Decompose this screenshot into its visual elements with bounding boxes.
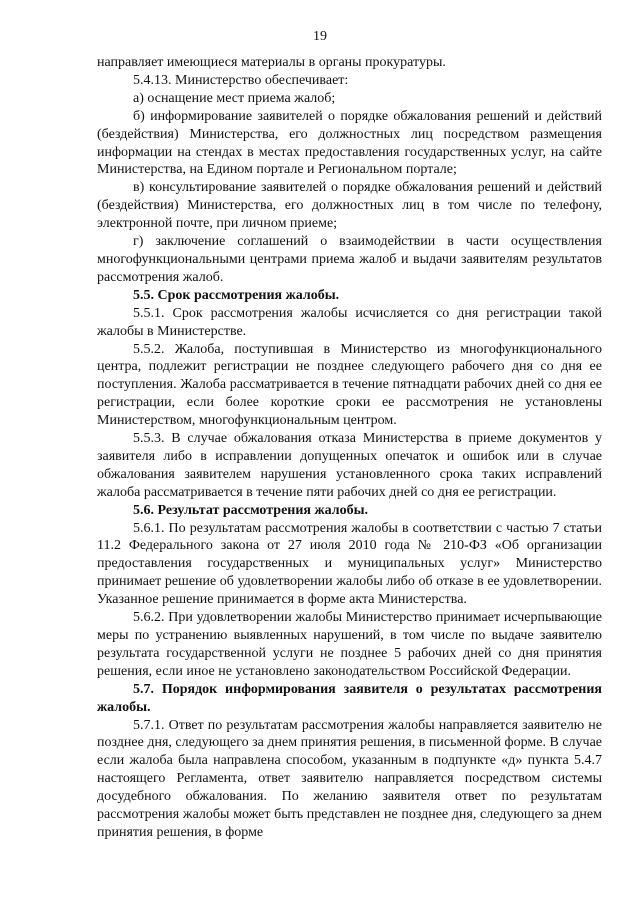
document-body — [97, 54, 602, 842]
paragraph-continuation: направляет имеющиеся материалы в органы прокуратуры. — [97, 55, 446, 70]
paragraph-5-5-3: 5.5.3. В случае обжалования отказа Министерства в приеме документов у заявителя либо в исправлении допущенных опечаток и ошибок или в случае обжалования заявителем нарушения установленного срока таких исправлений жалоба рассматривается в течение пяти рабочих дней со дня ее регистрации. — [97, 431, 602, 500]
paragraph-5-7-1: 5.7.1. Ответ по результатам рассмотрения жалобы направляется заявителю не позднее дня, следующего за днем принятия решения, в письменной форме. В случае если жалоба была направлена способом, указанным в подпункте «д» пункта 5.4.7 настоящего Регламента, ответ заявителю направляется посредством системы досудебного обжалования. По желанию заявителя ответ по результатам рассмотрения жалобы может быть представлен не позднее дня, следующего за днем принятия решения, в форме — [97, 717, 602, 840]
section-heading-5-7: 5.7. Порядок информирования заявителя о результатах рассмотрения жалобы. — [97, 681, 602, 715]
paragraph-5-6-1: 5.6.1. По результатам рассмотрения жалобы в соответствии с частью 7 статьи 11.2 Федерального закона от 27 июля 2010 года № 210-ФЗ «Об организации предоставления государственных и муниципальных услуг» Министерство принимает решение об удовлетворении жалобы либо об отказе в ее удовлетворении. Указанное решение принимается в форме акта Министерства. — [97, 520, 602, 608]
list-item-v: в) консультирование заявителей о порядке обжалования решений и действий (бездействия) Министерства, его должностных лиц в том числе по телефону, электронной почте, при личном приеме; — [97, 180, 602, 232]
paragraph-5-4-13: 5.4.13. Министерство обеспечивает: — [133, 72, 349, 88]
paragraph-5-5-1: 5.5.1. Срок рассмотрения жалобы исчисляется со дня регистрации такой жалобы в Министерстве. — [97, 305, 602, 339]
section-heading-5-5: 5.5. Срок рассмотрения жалобы. — [133, 287, 340, 303]
list-item-b: б) информирование заявителей о порядке обжалования решений и действий (бездействия) Министерства, его должностных лиц посредством размещения информации на стендах в местах предоставления государственных услуг, на сайте Министерства, на Едином портале и Региональном портале; — [97, 108, 602, 178]
page-number: 19 — [313, 29, 327, 44]
list-item-a: а) оснащение мест приема жалоб; — [133, 90, 336, 106]
section-heading-5-6: 5.6. Результат рассмотрения жалобы. — [133, 502, 369, 518]
list-item-g: г) заключение соглашений о взаимодействии в части осуществления многофункциональными центрами приема жалоб и выдачи заявителям результатов рассмотрения жалоб. — [97, 234, 602, 285]
paragraph-5-6-2: 5.6.2. При удовлетворении жалобы Министерство принимает исчерпывающие меры по устранению выявленных нарушений, в том числе по выдаче заявителю результата государственной услуги не позднее 5 рабочих дней со дня принятия решения, если иное не установлено законодательством Российской Федерации. — [97, 610, 602, 679]
paragraph-5-5-2: 5.5.2. Жалоба, поступившая в Министерство из многофункционального центра, подлежит регистрации не позднее следующего рабочего дня со дня ее поступления. Жалоба рассматривается в течение пятнадцати рабочих дней со дня ее регистрации, если более короткие сроки ее рассмотрения не установлены Министерством, многофункциональным центром. — [97, 341, 602, 429]
